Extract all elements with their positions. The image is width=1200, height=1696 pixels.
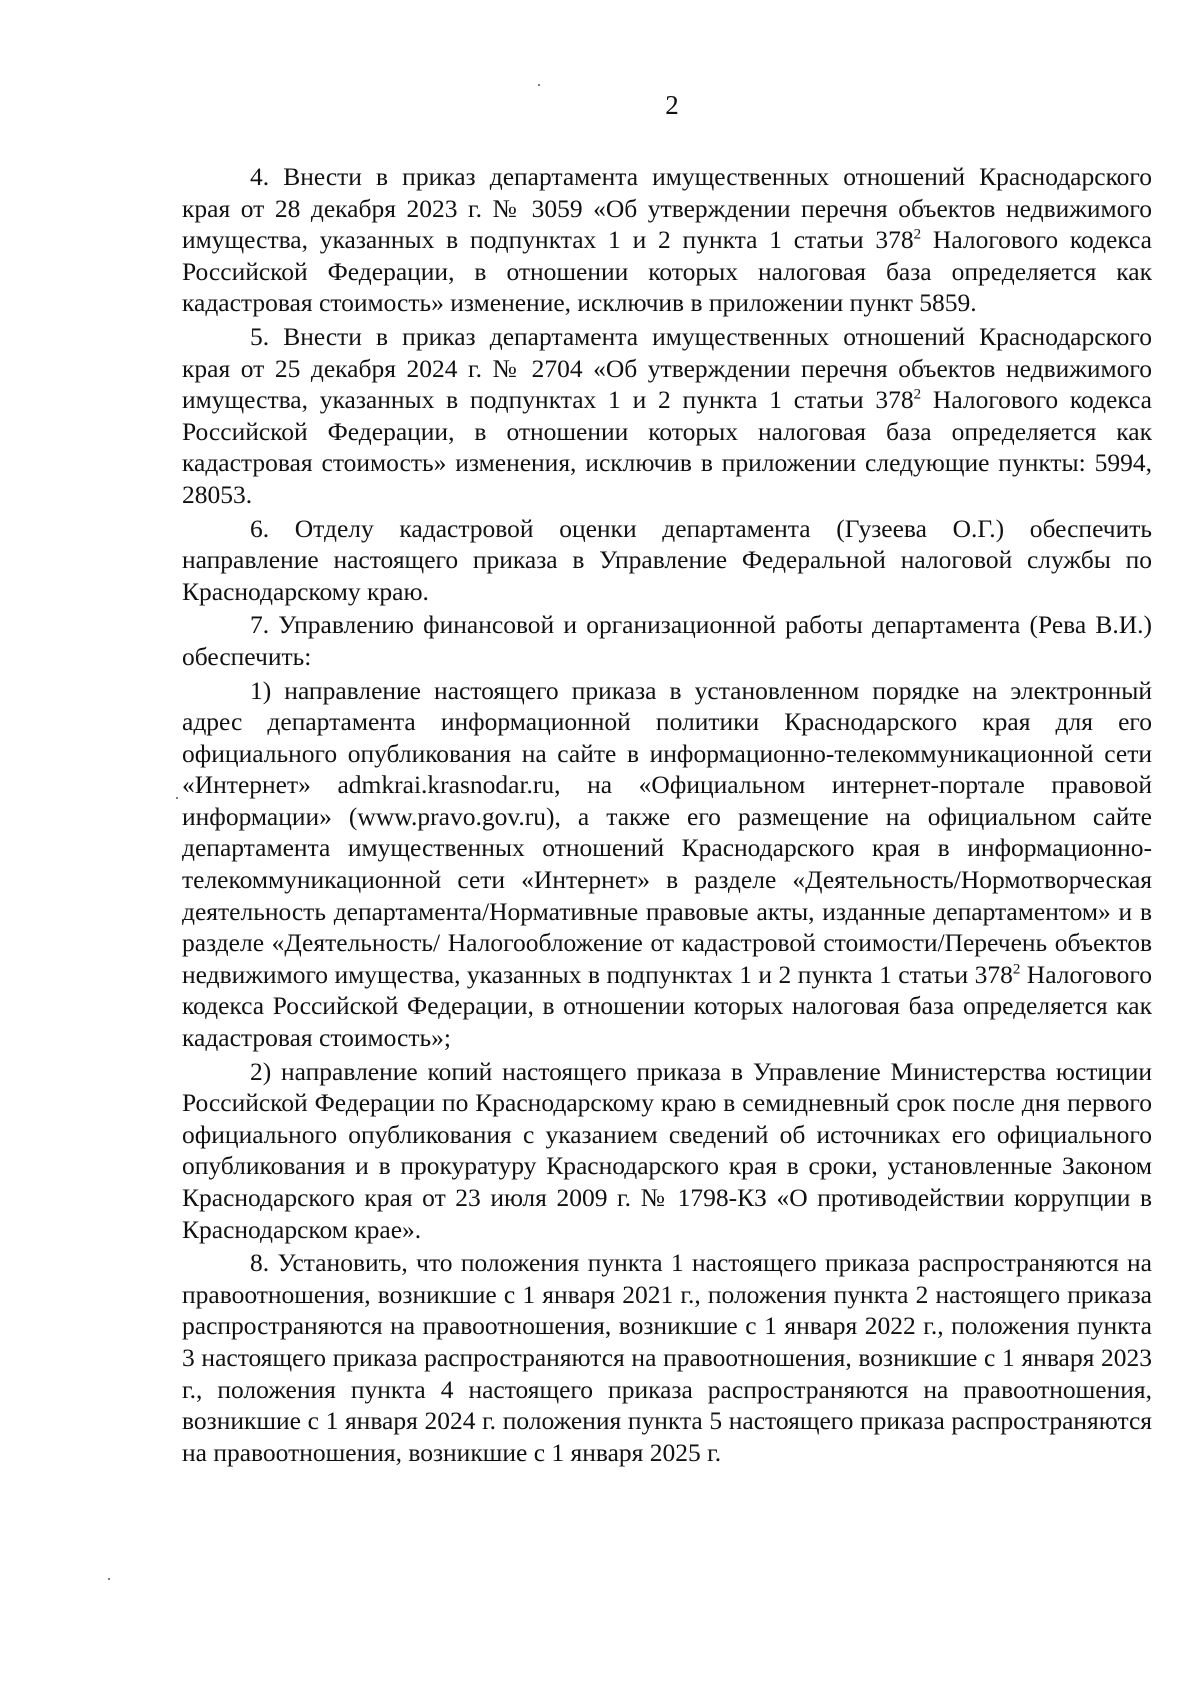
paragraph-6: 6. Отделу кадастровой оценки департамента (Гузеева О.Г.) обеспечить направление настоящего приказа в Управление Федеральной налоговой службы по Краснодарскому краю.: [182, 513, 1152, 606]
superscript: 2: [1012, 961, 1021, 978]
superscript: 2: [913, 386, 922, 403]
superscript: 2: [913, 226, 922, 243]
paragraph-4: [182, 161, 1152, 319]
paragraph-7-2: 2) направление копий настоящего приказа в Управление Министерства юстиции Российской Федерации по Краснодарскому краю в семидневный срок после дня первого официального опубликования с указанием сведений об источниках его официального опубликования и в прокуратуру Краснодарского края в сроки, установленные Законом Краснодарского края от 23 июля 2009 г. № 1798-КЗ «О противодействии коррупции в Краснодарском крае».: [182, 1056, 1152, 1244]
paragraph-4-text-b: Налогового кодекса Российской Федерации, в отношении которых налоговая база определяется как кадастровая стоимость» изменение, исключив в приложении пункт 5859.: [182, 225, 1152, 318]
paragraph-8: 8. Установить, что положения пункта 1 настоящего приказа распространяются на правоотношения, возникшие с 1 января 2021 г., положения пункта 2 настоящего приказа распространяются на правоотношения, возникшие с 1 января 2022 г., положения пункта 3 настоящего приказа распространяются на правоотношения, возникшие с 1 января 2023 г., положения пункта 4 настоящего приказа распространяются на правоотношения, возникшие с 1 января 2024 г. положения пункта 5 настоящего приказа распространяются на правоотношения, возникшие с 1 января 2025 г.: [182, 1248, 1152, 1467]
paragraph-7-1-text-a: 1) направление настоящего приказа в установленном порядке на электронный адрес департамента информационной политики Краснодарского края для его официального опубликования на сайте в информационно-телекоммуникационной сети «Интернет» admkrai.krasnodar.ru, на «Официальном интернет-портале правовой информации» (www.pravo.gov.ru), а также его размещение на официальном сайте департамента имущественных отношений Краснодарского края в информационно-телекоммуникационной сети «Интернет» в разделе «Деятельность/Нормотворческая деятельность департамента/Нормативные правовые акты, изданные департаментом» и в разделе «Деятельность/ Налогообложение от кадастровой стоимости/Перечень объектов недвижимого имущества, указанных в подпунктах 1 и 2 пункта 1 статьи 378: [182, 675, 1152, 989]
scan-speck: [108, 1578, 110, 1580]
paragraph-7-1: [182, 675, 1152, 1054]
paragraph-5-text-a: 5. Внести в приказ департамента имущественных отношений Краснодарского края от 25 декабря 2024 г. № 2704 «Об утверждении перечня объектов недвижимого имущества, указанных в подпунктах 1 и 2 пункта 1 статьи 378: [182, 321, 1152, 415]
scan-speck: [176, 797, 178, 799]
paragraph-7: 7. Управлению финансовой и организационной работы департамента (Рева В.И.) обеспечить:: [182, 610, 1152, 671]
paragraph-4-text-a: 4. Внести в приказ департамента имущественных отношений Краснодарского края от 28 декабря 2023 г. № 3059 «Об утверждении перечня объектов недвижимого имущества, указанных в подпунктах 1 и 2 пункта 1 статьи 378: [182, 162, 1152, 255]
paragraph-7-1-text-b: Налогового кодекса Российской Федерации, в отношении которых налоговая база определяется как кадастровая стоимость»;: [182, 959, 1152, 1053]
paragraph-5: [182, 321, 1152, 511]
paragraph-5-text-b: Налогового кодекса Российской Федерации, в отношении которых налоговая база определяется как кадастровая стоимость» изменения, исключив в приложении следующие пункты: 5994, 28053.: [182, 385, 1152, 509]
page-number: 2: [665, 90, 679, 120]
scan-speck: [538, 84, 540, 86]
